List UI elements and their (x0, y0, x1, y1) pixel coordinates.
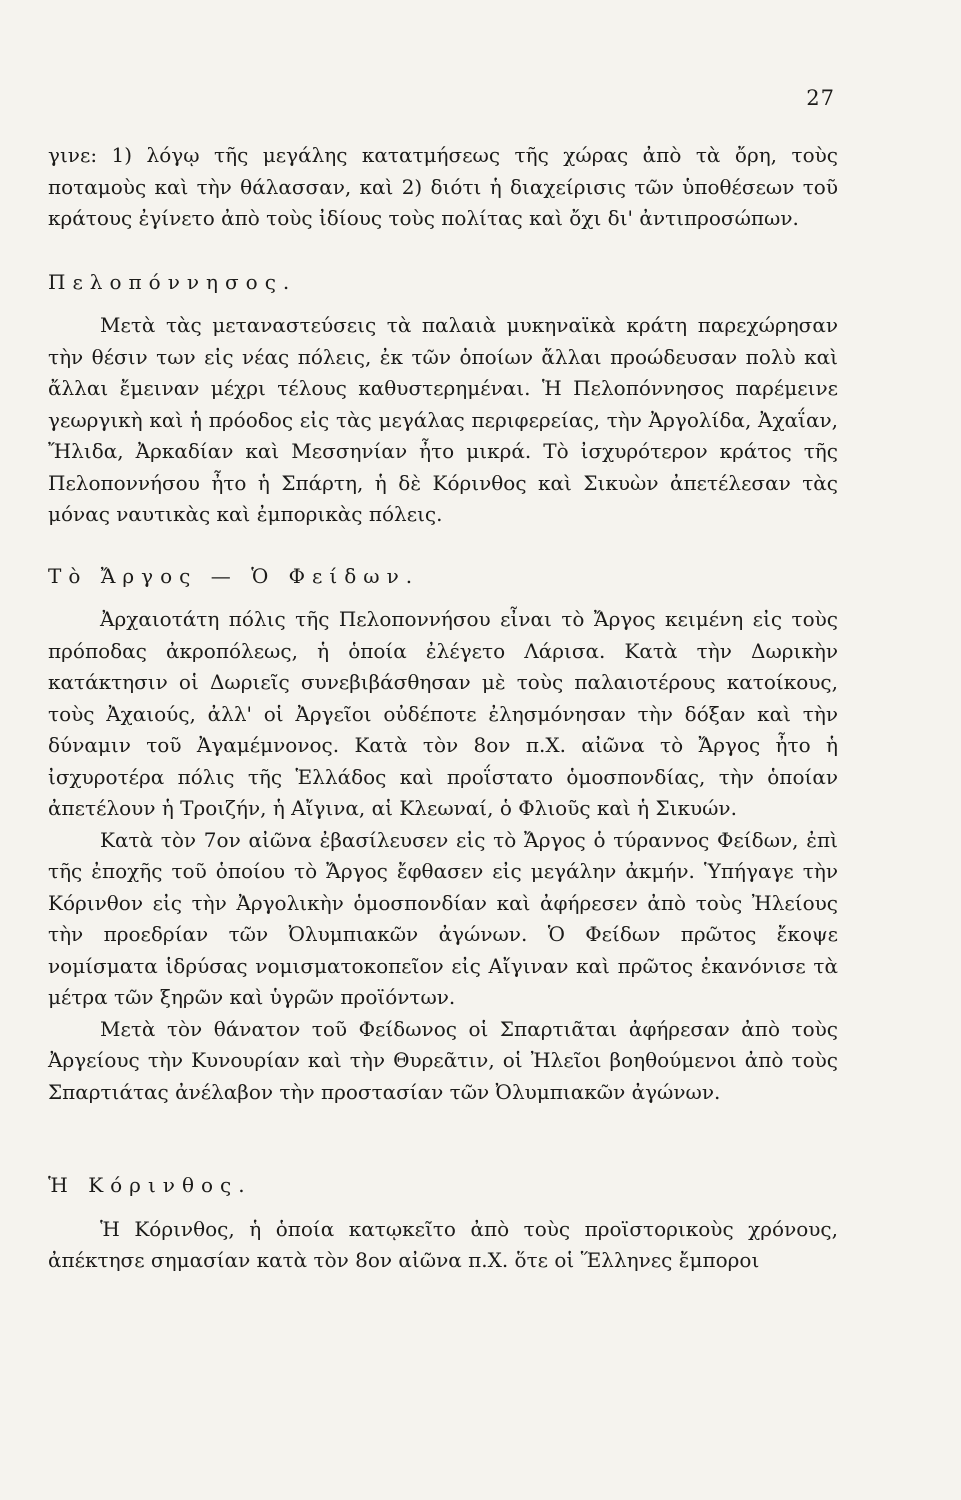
paragraph-pheidon: Κατὰ τὸν 7ον αἰῶνα ἐβασίλευσεν εἰς τὸ Ἄργος ὁ τύραννος Φείδων, ἐπὶ τῆς ἐποχῆς τοῦ ὁποίου τὸ Ἄργος ἔφθασεν εἰς μεγάλην ἀκμήν. Ὑπήγαγε τὴν Κόρινθον εἰς τὴν Ἀργολικὴν ὁμοσπονδίαν καὶ ἀφήρεσεν ἀπὸ τοὺς Ἠλείους τὴν προεδρίαν τῶν Ὀλυμπιακῶν ἀγώνων. Ὁ Φείδων πρῶτος ἔκοψε νομίσματα ἱδρύσας νομισματοκοπεῖον εἰς Αἴγιναν καὶ πρῶτος ἐκανόνισε τὰ μέτρα τῶν ξηρῶν καὶ ὑγρῶν προϊόντων. (48, 827, 838, 1009)
paragraph-peloponnese: Μετὰ τὰς μεταναστεύσεις τὰ παλαιὰ μυκηναϊκὰ κράτη παρεχώρησαν τὴν θέσιν των εἰς νέας πόλεις, ἐκ τῶν ὁποίων ἄλλαι προώδευσαν πολὺ καὶ ἄλλαι ἔμειναν μέχρι τέλους καθυστερημέναι. Ἡ Πελοπόννησος παρέμεινε γεωργικὴ καὶ ἡ πρόοδος εἰς τὰς μεγάλας περιφερείας, τὴν Ἀργολίδα, Ἀχαΐαν, Ἤλιδα, Ἀρκαδίαν καὶ Μεσσηνίαν ἦτο μικρά. Τὸ ἰσχυρότερον κράτος τῆς Πελοποννήσου ἦτο ἡ Σπάρτη, ἡ δὲ Κόρινθος καὶ Σικυὼν ἀπετέλεσαν τὰς μόνας ναυτικὰς καὶ ἐμπορικὰς πόλεις. (48, 313, 838, 526)
section-heading-peloponnese: Πελοπόννησος. (48, 269, 297, 294)
page-body (48, 140, 838, 1277)
paragraph-after-pheidon: Μετὰ τὸν θάνατον τοῦ Φείδωνος οἱ Σπαρτιᾶται ἀφήρεσαν ἀπὸ τοὺς Ἀργείους τὴν Κυνουρίαν καὶ τὴν Θυρεᾶτιν, οἱ Ἠλεῖοι βοηθούμενοι ἀπὸ τοὺς Σπαρτιάτας ἀνέλαβον τὴν προστασίαν τῶν Ὀλυμπιακῶν ἀγώνων. (48, 1016, 838, 1104)
paragraph-continuation: γινε: 1) λόγῳ τῆς μεγάλης κατατμήσεως τῆς χώρας ἀπὸ τὰ ὄρη, τοὺς ποταμοὺς καὶ τὴν θάλασσαν, καὶ 2) διότι ἡ διαχείρισις τῶν ὑποθέσεων τοῦ κράτους ἐγίνετο ἀπὸ τοὺς ἰδίους τοὺς πολίτας καὶ ὄχι δι' ἀντιπροσώπων. (48, 143, 838, 230)
page-number: 27 (806, 86, 835, 110)
paragraph-argos: Ἀρχαιοτάτη πόλις τῆς Πελοποννήσου εἶναι τὸ Ἄργος κειμένη εἰς τοὺς πρόποδας ἀκροπόλεως, ἡ ὁποία ἐλέγετο Λάρισα. Κατὰ τὴν Δωρικὴν κατάκτησιν οἱ Δωριεῖς συνεβιβάσθησαν μὲ τοὺς παλαιοτέρους κατοίκους, τοὺς Ἀχαιούς, ἀλλ' οἱ Ἀργεῖοι οὐδέποτε ἐλησμόνησαν τὴν δόξαν καὶ τὴν δύναμιν τοῦ Ἀγαμέμνονος. Κατὰ τὸν 8ον π.Χ. αἰῶνα τὸ Ἄργος ἦτο ἡ ἰσχυροτέρα πόλις τῆς Ἑλλάδος καὶ προΐστατο ὁμοσπονδίας, τὴν ὁποίαν ἀπετέλουν ἡ Τροιζήν, ἡ Αἴγινα, αἱ Κλεωναί, ὁ Φλιοῦς καὶ ἡ Σικυών. (48, 607, 838, 820)
paragraph-corinth: Ἡ Κόρινθος, ἡ ὁποία κατῳκεῖτο ἀπὸ τοὺς προϊστορικοὺς χρόνους, ἀπέκτησε σημασίαν κατὰ τὸν 8ον αἰῶνα π.Χ. ὅτε οἱ Ἕλληνες ἔμποροι (48, 1216, 838, 1272)
section-heading-corinth: Ἡ Κόρινθος. (48, 1173, 252, 1197)
section-heading-argos-pheidon: Τὸ Ἄργος — Ὁ Φείδων. (48, 563, 420, 588)
